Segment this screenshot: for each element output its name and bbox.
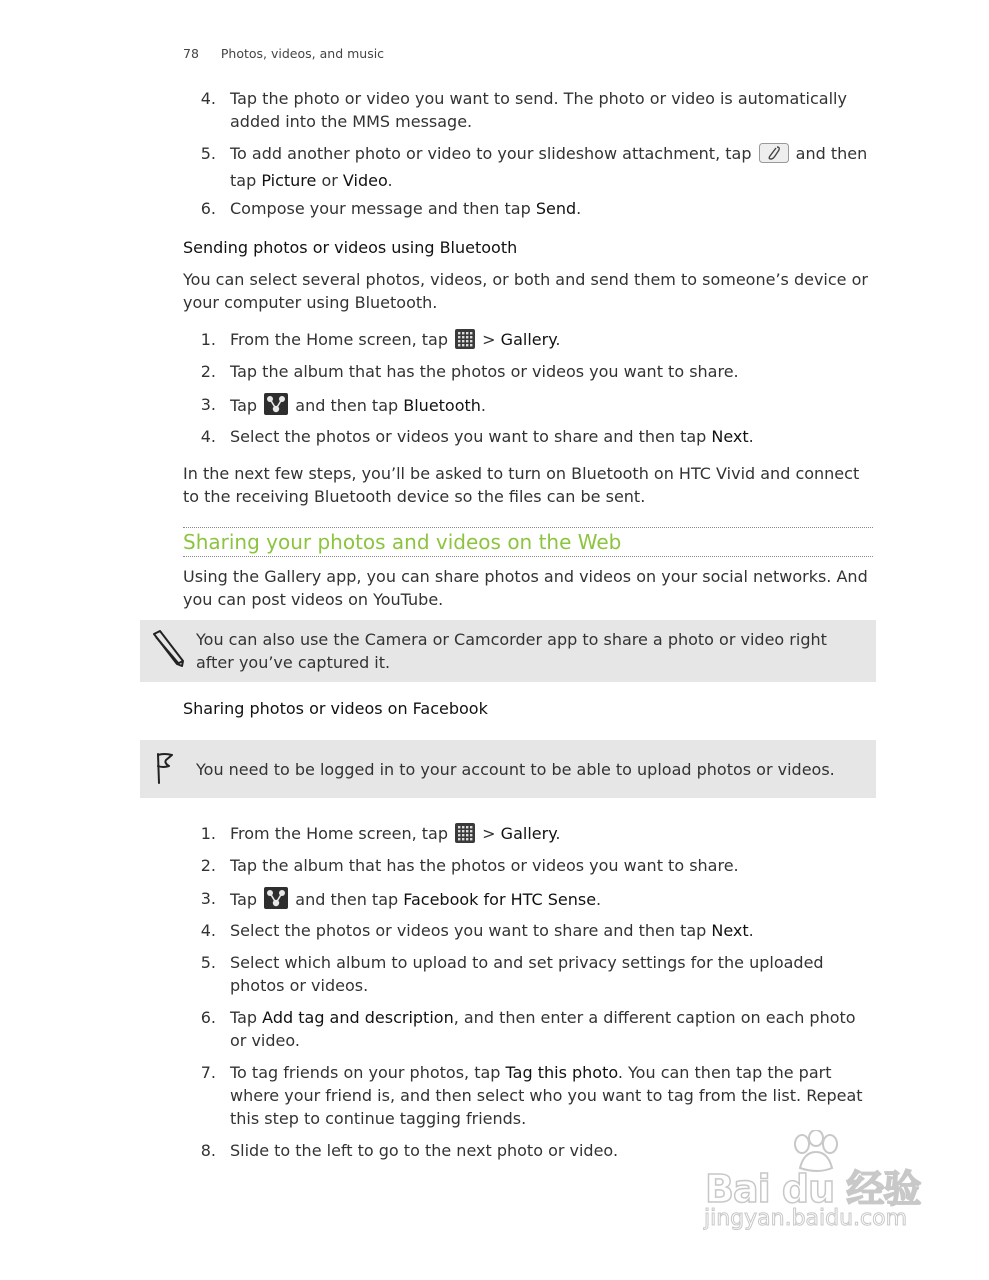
- paperclip-icon: [759, 143, 789, 169]
- pencil-icon: [150, 628, 186, 672]
- step-text: Tap and then tap Facebook for HTC Sense.: [230, 887, 873, 915]
- list-item: [183, 854, 873, 877]
- step-text: Select the photos or videos you want to share and then tap Next.: [230, 921, 754, 940]
- step-text: To tag friends on your photos, tap Tag this photo. You can then tap the part where your friend is, and then select who you want to tag from the list. Repeat this step to continue tagging friends.: [230, 1063, 863, 1128]
- step-number: 2.: [200, 856, 216, 875]
- step-text: Tap the album that has the photos or videos you want to share.: [230, 856, 739, 875]
- list-item: [183, 328, 873, 355]
- tip-note-text: You can also use the Camera or Camcorder app to share a photo or video right after you’ve captured it.: [196, 630, 827, 672]
- apps-grid-icon: [455, 823, 475, 849]
- step-number: 4.: [200, 89, 216, 108]
- chapter-title: Photos, videos, and music: [220, 46, 385, 61]
- sharing-intro: Using the Gallery app, you can share photos and videos on your social networks. And you can post videos on YouTube.: [183, 567, 868, 609]
- ui-term: Picture: [261, 171, 317, 190]
- step-number: 2.: [200, 362, 216, 381]
- step-text: Tap and then tap Bluetooth.: [230, 393, 873, 421]
- ui-term: Gallery: [500, 330, 556, 349]
- step-text: From the Home screen, tap > Gallery.: [230, 822, 873, 849]
- ui-term: Send: [535, 199, 577, 218]
- step-number: 3.: [200, 395, 216, 414]
- step-number: 4.: [200, 427, 216, 446]
- ui-term: Video: [342, 171, 388, 190]
- section-title-text: Sharing your photos and videos on the Web: [183, 530, 622, 554]
- share-icon: [264, 393, 288, 421]
- section-title: [183, 527, 873, 557]
- facebook-heading: Sharing photos or videos on Facebook: [183, 699, 488, 718]
- list-item: [183, 1061, 873, 1130]
- list-item: [183, 197, 873, 220]
- step-text: Slide to the left to go to the next photo or video.: [230, 1141, 619, 1160]
- list-item: [183, 425, 873, 448]
- flag-icon: [154, 751, 176, 789]
- list-item: [183, 919, 873, 942]
- step-number: 6.: [200, 199, 216, 218]
- step-text: Compose your message and then tap Send.: [230, 199, 582, 218]
- step-text: Tap the album that has the photos or videos you want to share.: [230, 362, 739, 381]
- page-header: [183, 46, 384, 61]
- step-number: 8.: [200, 1141, 216, 1160]
- important-note-text: You need to be logged in to your account to be able to upload photos or videos.: [196, 760, 835, 779]
- tip-note: [140, 620, 876, 682]
- list-item: [183, 1006, 873, 1052]
- list-item: [183, 822, 873, 849]
- share-icon: [264, 887, 288, 915]
- page-number: 78: [183, 46, 199, 61]
- step-number: 5.: [200, 144, 216, 163]
- step-number: 7.: [200, 1063, 216, 1082]
- watermark-url: jingyan.baidu.com: [704, 1206, 908, 1231]
- ui-term: Next: [711, 921, 749, 940]
- bluetooth-outro: In the next few steps, you’ll be asked to turn on Bluetooth on HTC Vivid and connect to the receiving Bluetooth device so the files can be sent.: [183, 464, 860, 506]
- ui-term: Facebook for HTC Sense: [403, 890, 597, 909]
- list-item: [183, 393, 873, 421]
- apps-grid-icon: [455, 329, 475, 355]
- bluetooth-intro: You can select several photos, videos, or both and send them to someone’s device or your computer using Bluetooth.: [183, 270, 868, 312]
- step-number: 3.: [200, 889, 216, 908]
- list-item: [183, 951, 873, 997]
- ui-term: Next: [711, 427, 749, 446]
- important-note: [140, 740, 876, 798]
- list-item: [183, 887, 873, 915]
- ui-term: Bluetooth: [403, 396, 481, 415]
- bluetooth-heading: Sending photos or videos using Bluetooth: [183, 238, 518, 257]
- step-text: Tap Add tag and description, and then enter a different caption on each photo or video.: [230, 1008, 856, 1050]
- step-text: From the Home screen, tap > Gallery.: [230, 328, 873, 355]
- step-text: To add another photo or video to your slideshow attachment, tap and then tap Picture or Video.: [230, 144, 868, 190]
- step-number: 6.: [200, 1008, 216, 1027]
- step-text: Select which album to upload to and set privacy settings for the uploaded photos or videos.: [230, 953, 824, 995]
- step-number: 4.: [200, 921, 216, 940]
- ui-term: Tag this photo: [505, 1063, 618, 1082]
- watermark-brand: Bai du 经验: [705, 1167, 921, 1211]
- step-number: 1.: [200, 330, 216, 349]
- list-item: [183, 360, 873, 383]
- step-text: Select the photos or videos you want to share and then tap Next.: [230, 427, 754, 446]
- ui-term: Gallery: [500, 824, 556, 843]
- list-item: [183, 87, 873, 133]
- step-number: 5.: [200, 953, 216, 972]
- list-item: [183, 142, 873, 192]
- step-number: 1.: [200, 824, 216, 843]
- ui-term: Add tag and description: [262, 1008, 454, 1027]
- step-text: Tap the photo or video you want to send. The photo or video is automatically added into the MMS message.: [230, 89, 847, 131]
- watermark: [700, 1130, 940, 1250]
